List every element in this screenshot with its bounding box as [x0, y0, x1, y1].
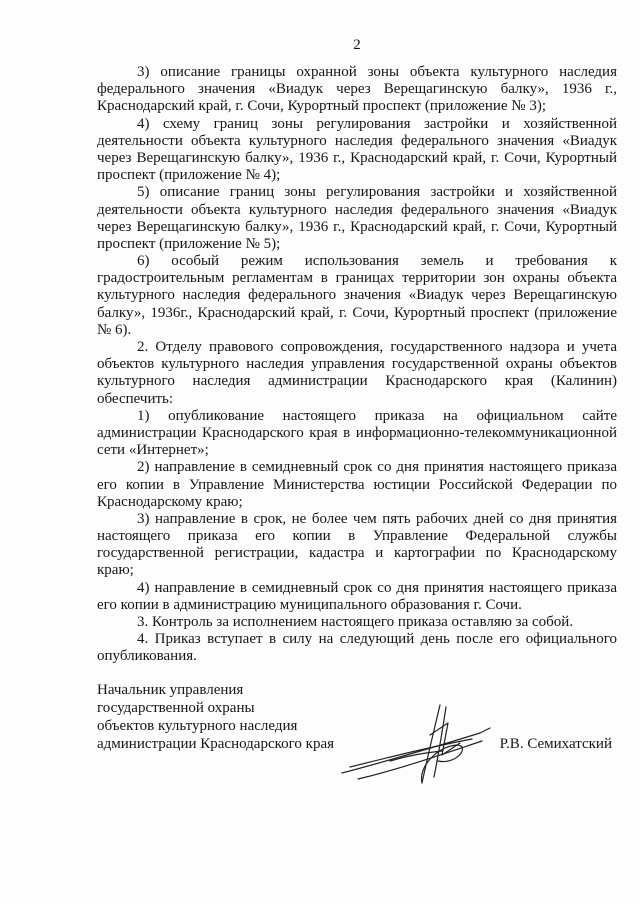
text-line: 6) особый режим использования земель и требования к — [137, 253, 617, 270]
signer-position-line: объектов культурного наследия — [97, 718, 298, 734]
text-line: сети «Интернет»; — [97, 442, 209, 459]
text-line: 4) направление в семидневный срок со дня принятия настоящего приказа — [137, 579, 617, 596]
signer-position-line: государственной охраны — [97, 700, 255, 716]
text-line: его копии в администрацию муниципального образования г. Сочи. — [97, 596, 522, 613]
paragraph — [97, 408, 617, 460]
text-line: 1) опубликование настоящего приказа на официальном сайте — [137, 407, 617, 424]
text-line: 2. Отделу правового сопровождения, государственного надзора и учета — [137, 339, 617, 355]
paragraph — [97, 631, 617, 665]
text-line: градостроительным регламентам в границах территории зон охраны объекта — [97, 270, 617, 287]
text-line: культурного наследия администрации Краснодарского края (Калинин) — [97, 373, 617, 390]
text-line: опубликования. — [97, 648, 197, 665]
text-line: федерального значения «Виадук через Верещагинскую балку», 1936 г., — [97, 81, 617, 98]
text-line: 4) схему границ зоны регулирования застройки и хозяйственной — [137, 115, 617, 132]
text-line: настоящего приказа его копии в Управление Федеральной службы — [97, 528, 617, 545]
text-line: деятельности объекта культурного наследия федерального значения «Виадук — [97, 132, 617, 149]
paragraph — [97, 614, 617, 631]
text-line: обеспечить: — [97, 390, 174, 407]
text-line: Краснодарскому краю; — [97, 493, 243, 510]
paragraph — [97, 116, 617, 185]
signer-position-line: администрации Краснодарского края — [97, 736, 335, 752]
paragraph — [97, 64, 617, 116]
page-number: 2 — [353, 37, 361, 53]
text-line: балку», 1936г., Краснодарский край, г. Сочи, Курортный проспект (приложение — [97, 304, 617, 321]
text-line: через Верещагинскую балку», 1936 г., Краснодарский край, г. Сочи, Курортный — [97, 218, 617, 235]
text-line: 3. Контроль за исполнением настоящего приказа оставляю за собой. — [137, 614, 574, 630]
paragraph — [97, 459, 617, 511]
paragraph — [97, 184, 617, 253]
text-line: 5) описание границ зоны регулирования застройки и хозяйственной — [137, 184, 617, 201]
signer-name: Р.В. Семихатский — [499, 736, 612, 752]
text-line: культурного наследия федерального значения «Виадук через Верещагинскую — [97, 287, 617, 304]
signer-position-line: Начальник управления — [97, 682, 244, 698]
text-line: объектов культурного наследия управления государственной охраны объектов — [97, 356, 617, 373]
document-body — [97, 64, 617, 666]
paragraph — [97, 253, 617, 339]
text-line: деятельности объекта культурного наследия федерального значения «Виадук — [97, 201, 617, 218]
handwritten-signature — [330, 695, 500, 790]
paragraph — [97, 511, 617, 580]
text-line: Краснодарский край, г. Сочи, Курортный проспект (приложение № 3); — [97, 98, 547, 115]
text-line: 2) направление в семидневный срок со дня принятия настоящего приказа — [137, 459, 617, 476]
text-line: № 6). — [97, 321, 132, 338]
text-line: проспект (приложение № 5); — [97, 235, 281, 252]
text-line: 3) описание границы охранной зоны объекта культурного наследия — [137, 64, 617, 80]
text-line: государственной регистрации, кадастра и картографии по Краснодарскому — [97, 545, 617, 562]
text-line: проспект (приложение № 4); — [97, 167, 281, 184]
text-line: его копии в Управление Министерства юстиции Российской Федерации по — [97, 476, 617, 493]
paragraph — [97, 580, 617, 614]
text-line: администрации Краснодарского края в информационно-телекоммуникационной — [97, 424, 617, 441]
text-line: через Верещагинскую балку», 1936 г., Краснодарский край, г. Сочи, Курортный — [97, 149, 617, 166]
text-line: 3) направление в срок, не более чем пять рабочих дней со дня принятия — [137, 510, 617, 527]
text-line: краю; — [97, 562, 134, 579]
paragraph — [97, 339, 617, 408]
text-line: 4. Приказ вступает в силу на следующий день после его официального — [137, 631, 617, 648]
